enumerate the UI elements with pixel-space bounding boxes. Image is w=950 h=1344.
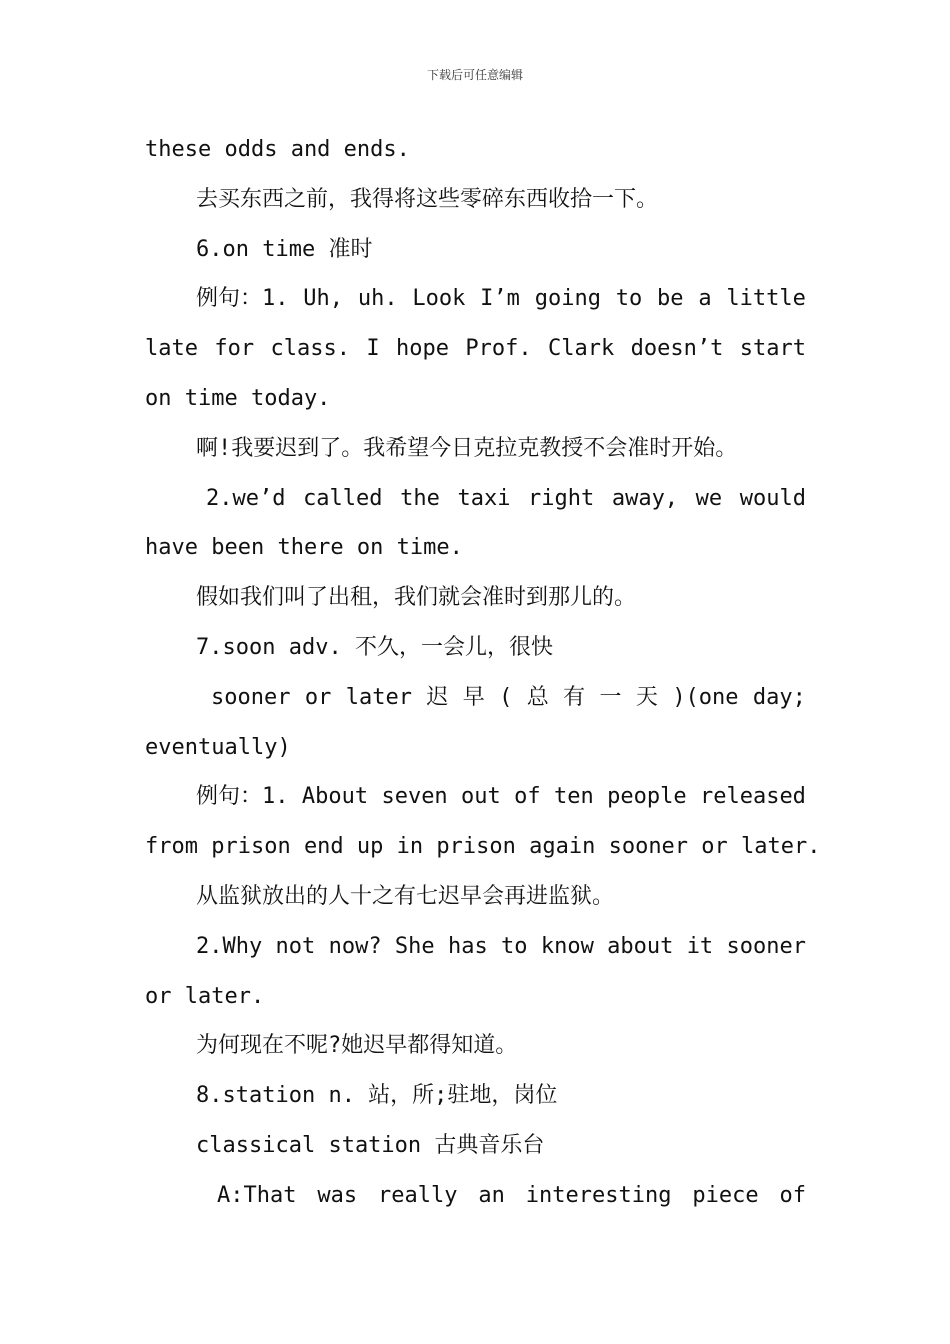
word: piece (692, 1182, 759, 1208)
word: to (501, 933, 528, 959)
word: away, (611, 485, 679, 511)
word: not (275, 933, 316, 959)
word: hope (396, 336, 450, 362)
word: 有 (563, 684, 586, 710)
text-line (145, 777, 806, 827)
word: )(one (672, 684, 739, 710)
word: 早 (462, 684, 485, 710)
word: has (447, 933, 488, 959)
text-line: 6.on time 准时 (196, 236, 373, 262)
word: to (615, 286, 643, 312)
word: 一 (599, 684, 622, 710)
document-body (145, 130, 821, 1226)
word: sooner (211, 684, 291, 710)
word: people (607, 784, 687, 810)
word: doesn’t (630, 336, 724, 362)
text-line (145, 279, 806, 329)
text-line: 为何现在不呢?她迟早都得知道。 (196, 1033, 518, 1059)
word: About (301, 784, 369, 810)
word: Clark (548, 336, 615, 362)
word: was (317, 1182, 358, 1208)
text-line: or later. (145, 983, 265, 1009)
word: be (657, 286, 684, 312)
word: for (214, 336, 255, 362)
text-line (145, 1176, 806, 1226)
word: 2.Why (196, 933, 263, 959)
word: now? (328, 933, 382, 959)
word: I’m (480, 286, 520, 312)
word: would (739, 485, 806, 511)
text-line: 从监狱放出的人十之有七迟早会再进监狱。 (196, 883, 615, 909)
word: of (779, 1182, 806, 1208)
text-line: 去买东西之前，我得将这些零碎东西收拾一下。 (196, 186, 659, 212)
word: know (540, 933, 594, 959)
word: Uh, (303, 286, 344, 312)
word: really (378, 1182, 458, 1208)
word: ( (499, 684, 513, 710)
word: interesting (525, 1182, 672, 1208)
word: day; (752, 684, 806, 710)
word: a (698, 286, 712, 312)
word: I (366, 336, 380, 362)
word: out (461, 784, 501, 810)
word: class. (270, 336, 350, 362)
word: we (695, 485, 723, 511)
text-line: 假如我们叫了出租，我们就会准时到那儿的。 (196, 585, 637, 611)
word: late (145, 336, 198, 362)
text-line (145, 479, 806, 529)
word: 总 (526, 684, 549, 710)
word: 迟 (426, 684, 449, 710)
word: 2.we’d (206, 485, 286, 511)
word: Prof. (465, 336, 532, 362)
word: little (726, 286, 806, 312)
word: an (478, 1182, 505, 1208)
word: sooner (726, 933, 806, 959)
text-line: 啊!我要迟到了。我希望今日克拉克教授不会准时开始。 (196, 435, 738, 461)
word: the (400, 485, 440, 511)
word: start (739, 336, 806, 362)
text-line: 8.station n. 站，所;驻地，岗位 (196, 1083, 558, 1109)
word: about (607, 933, 674, 959)
word: Look (412, 286, 466, 312)
text-line (145, 927, 806, 977)
word: 天 (635, 684, 658, 710)
text-line (145, 329, 806, 379)
text-line: these odds and ends. (145, 137, 410, 162)
word: 例句：1. (196, 286, 289, 312)
word: A:That (217, 1182, 297, 1208)
page-header: 下载后可任意编辑 (426, 68, 523, 82)
text-line: eventually) (145, 734, 291, 760)
text-line: on time today. (145, 385, 331, 411)
text-line: 7.soon adv. 不久，一会儿，很快 (196, 634, 553, 660)
word: it (686, 933, 714, 959)
word: seven (381, 784, 448, 810)
word: She (394, 933, 435, 959)
word: released (699, 784, 806, 810)
word: later (345, 684, 412, 710)
text-line: have been there on time. (145, 535, 463, 561)
word: or (304, 684, 332, 710)
word: called (303, 485, 383, 511)
word: right (528, 485, 595, 511)
word: ten (554, 784, 594, 810)
text-line: from prison end up in prison again sooner or later. (145, 834, 821, 860)
word: going (534, 286, 601, 312)
word: of (514, 784, 541, 810)
text-line: classical station 古典音乐台 (196, 1132, 545, 1158)
word: taxi (457, 485, 511, 511)
text-line (145, 678, 806, 728)
word: uh. (357, 286, 398, 312)
word: 例句：1. (196, 784, 289, 810)
